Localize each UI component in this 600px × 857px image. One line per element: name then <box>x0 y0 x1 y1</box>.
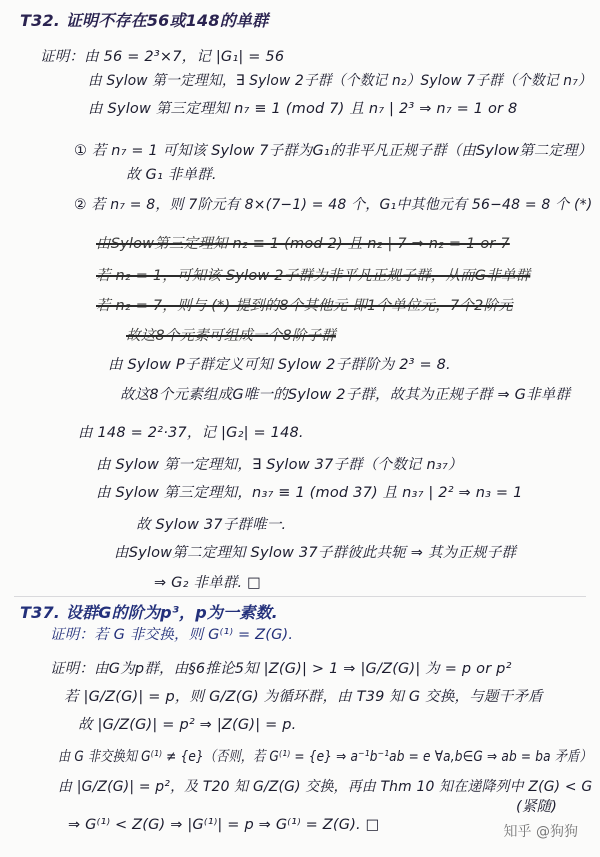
t32-line-3: 由 Sylow 第三定理知 n₇ ≡ 1 (mod 7) 且 n₇ | 2³ ⇒ n₇ = 1 or 8 <box>88 101 518 117</box>
watermark-text: 知乎 @狗狗 <box>503 824 578 840</box>
t32-line-10: 由 Sylow 第一定理知，∃ Sylow 37子群（个数记 n₃₇） <box>96 457 463 473</box>
t32-line-14: ⇒ G₂ 非单群. □ <box>154 575 262 591</box>
problem-t32-title: T32. 证明不存在56或148的单群 <box>20 11 269 30</box>
t37-statement: 证明：若 G 非交换，则 G⁽¹⁾ = Z(G). <box>50 627 294 643</box>
section-divider <box>14 596 586 597</box>
t32-line-13: 由Sylow第二定理知 Sylow 37子群彼此共轭 ⇒ 其为正规子群 <box>114 545 517 561</box>
t32-crossed-line-2: 若 n₂ = 1，可知该 Sylow 2子群为非平凡正规子群，从而G非单群 <box>96 268 531 284</box>
t32-line-8: 故这8个元素组成G唯一的Sylow 2子群，故其为正规子群 ⇒ G非单群 <box>120 387 571 403</box>
t32-line-12: 故 Sylow 37子群唯一. <box>136 517 287 533</box>
t32-line-2: 由 Sylow 第一定理知，∃ Sylow 2子群（个数记 n₂）Sylow 7子群（个数记 n₇） <box>88 73 592 89</box>
t37-line-1: 证明：由G为p群，由§6推论5知 |Z(G)| > 1 ⇒ |G/Z(G)| 为 = p or p² <box>50 661 512 677</box>
t37-note: (紧随) <box>516 799 558 815</box>
zhihu-watermark <box>504 821 578 841</box>
t32-crossed-line-3: 若 n₂ = 7，则与 (*) 提到的8个其他元 即1个单位元，7个2阶元 <box>96 298 513 314</box>
t32-line-4: ① 若 n₇ = 1 可知该 Sylow 7子群为G₁的非平凡正规子群（由Sylow第二定理） <box>74 143 593 159</box>
t32-line-5: 故 G₁ 非单群. <box>126 167 217 183</box>
t37-line-6: ⇒ G⁽¹⁾ < Z(G) ⇒ |G⁽¹⁾| = p ⇒ G⁽¹⁾ = Z(G). □ <box>68 817 380 833</box>
t37-line-3: 故 |G/Z(G)| = p² ⇒ |Z(G)| = p. <box>78 717 297 733</box>
t32-crossed-line-1: 由Sylow第三定理知 n₂ ≡ 1 (mod 2) 且 n₂ | 7 ⇒ n₂ = 1 or 7 <box>96 236 510 252</box>
t37-line-4: 由 G 非交换知 G⁽¹⁾ ≠ {e}（否则，若 G⁽¹⁾ = {e} ⇒ a⁻¹b⁻¹ab = e ∀a,b∈G ⇒ ab = ba 矛盾） <box>58 749 592 765</box>
t32-line-9: 由 148 = 2²·37，记 |G₂| = 148. <box>78 425 304 441</box>
t37-line-5: 由 |G/Z(G)| = p²，及 T20 知 G/Z(G) 交换，再由 Thm 10 知在递降列中 Z(G) < G <box>58 779 593 795</box>
t32-line-6: ② 若 n₇ = 8，则 7阶元有 8×(7−1) = 48 个，G₁中其他元有 56−48 = 8 个 (*) <box>74 197 593 213</box>
t32-crossed-line-4: 故这8个元素可组成一个8阶子群 <box>126 328 336 344</box>
t32-line-1: 证明：由 56 = 2³×7，记 |G₁| = 56 <box>40 49 285 65</box>
problem-t37-title: T37. 设群G的阶为p³，p为一素数. <box>20 603 278 622</box>
t32-line-7: 由 Sylow P子群定义可知 Sylow 2子群阶为 2³ = 8. <box>108 357 451 373</box>
t32-line-11: 由 Sylow 第三定理知，n₃₇ ≡ 1 (mod 37) 且 n₃₇ | 2² ⇒ n₃ = 1 <box>96 485 523 501</box>
t37-line-2: 若 |G/Z(G)| = p，则 G/Z(G) 为循环群，由 T39 知 G 交换，与题干矛盾 <box>64 689 543 705</box>
